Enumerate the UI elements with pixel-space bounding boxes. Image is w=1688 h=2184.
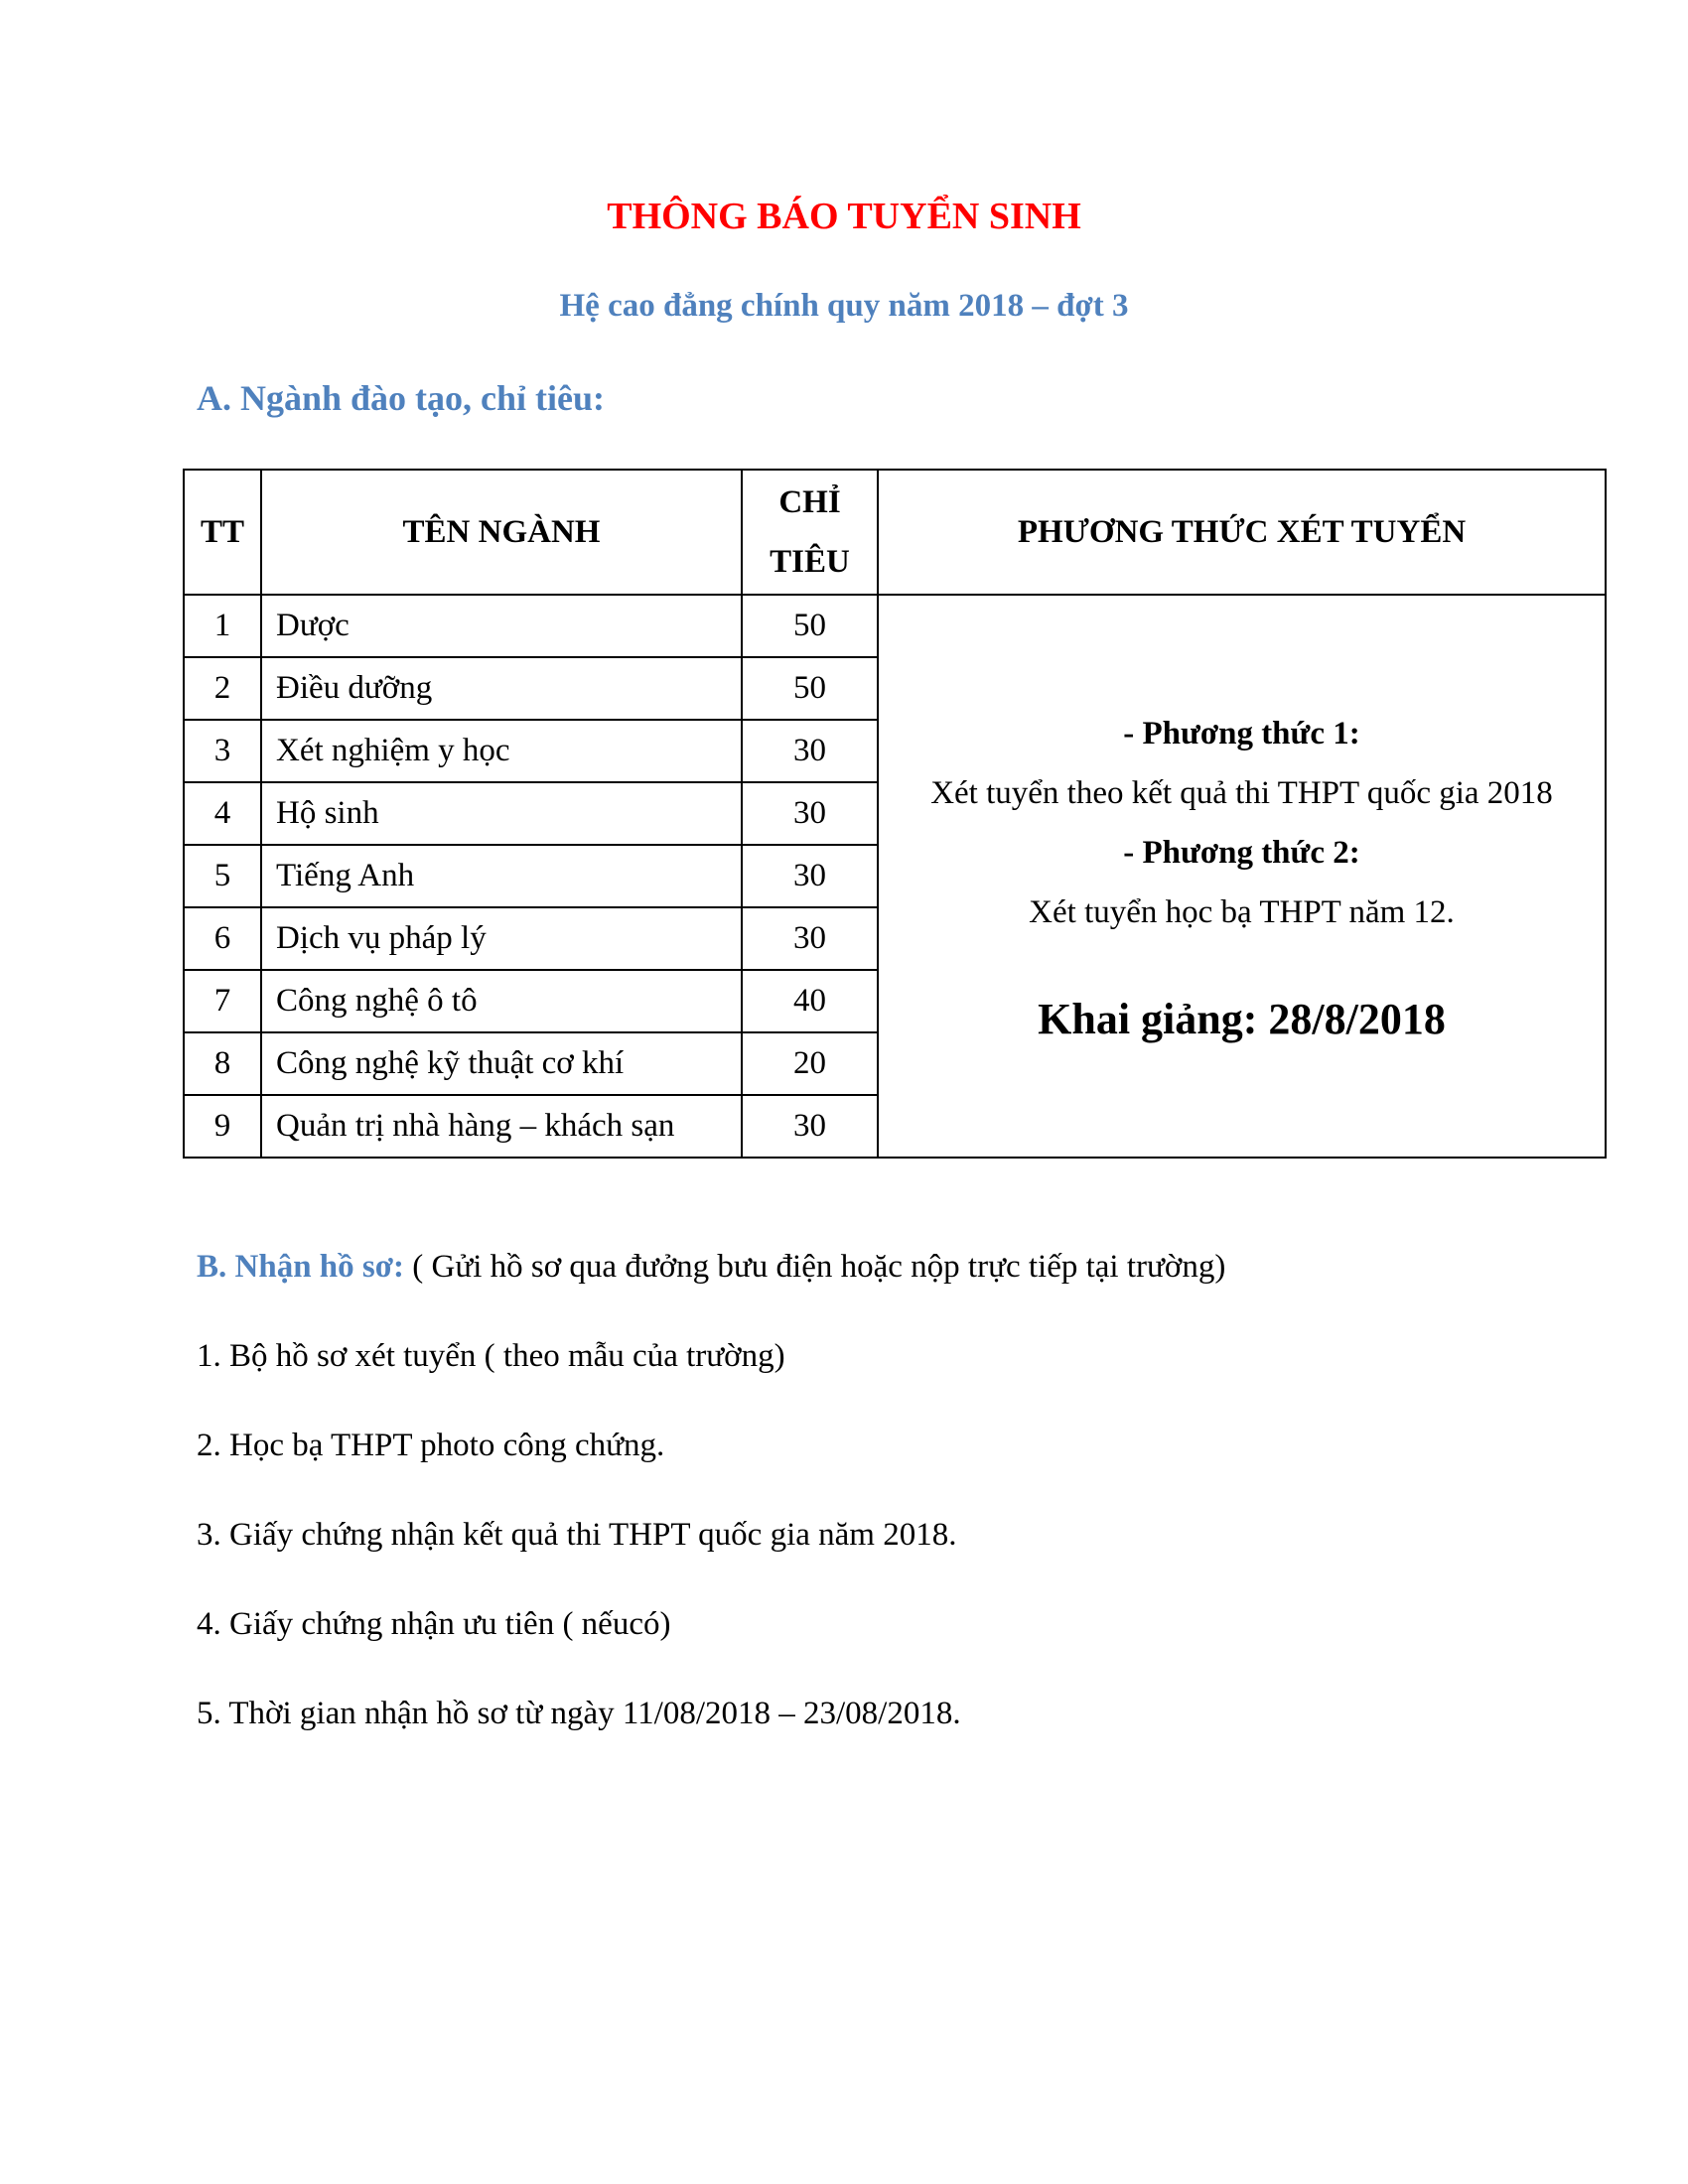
row-tt: 1 — [184, 595, 261, 657]
requirement-item: 4. Giấy chứng nhận ưu tiên ( nếucó) — [197, 1606, 671, 1642]
row-quota: 30 — [742, 845, 878, 907]
requirement-item: 2. Học bạ THPT photo công chứng. — [197, 1428, 665, 1463]
row-tt: 6 — [184, 907, 261, 970]
header-name: TÊN NGÀNH — [261, 470, 742, 595]
row-quota: 30 — [742, 720, 878, 782]
row-quota: 50 — [742, 595, 878, 657]
row-tt: 5 — [184, 845, 261, 907]
requirement-item: 5. Thời gian nhận hồ sơ từ ngày 11/08/2018 – 23/08/2018. — [197, 1696, 961, 1731]
row-name: Dịch vụ pháp lý — [261, 907, 742, 970]
table-row — [184, 595, 1606, 657]
method-1-text: Xét tuyển theo kết quả thi THPT quốc gia 2018 — [930, 774, 1553, 811]
row-quota: 30 — [742, 1095, 878, 1158]
row-tt: 2 — [184, 657, 261, 720]
row-tt: 9 — [184, 1095, 261, 1158]
section-b-note: ( Gửi hồ sơ qua đưởng bưu điện hoặc nộp trực tiếp tại trường) — [404, 1249, 1226, 1285]
row-tt: 7 — [184, 970, 261, 1032]
row-name: Công nghệ ô tô — [261, 970, 742, 1032]
requirement-item: 1. Bộ hồ sơ xét tuyển ( theo mẫu của trường) — [197, 1338, 785, 1374]
section-a-heading: A. Ngành đào tạo, chỉ tiêu: — [197, 378, 606, 418]
section-b-heading — [197, 1249, 1225, 1286]
row-name: Điều dưỡng — [261, 657, 742, 720]
requirement-item: 3. Giấy chứng nhận kết quả thi THPT quốc gia năm 2018. — [197, 1517, 957, 1553]
row-tt: 8 — [184, 1032, 261, 1095]
header-quota-line2: TIÊU — [770, 544, 850, 580]
row-quota: 30 — [742, 782, 878, 845]
row-name: Công nghệ kỹ thuật cơ khí — [261, 1032, 742, 1095]
row-tt: 4 — [184, 782, 261, 845]
table-header-row — [184, 470, 1606, 595]
header-quota — [742, 470, 878, 595]
method-1-label: - Phương thức 1: — [1123, 715, 1360, 751]
row-quota: 30 — [742, 907, 878, 970]
row-tt: 3 — [184, 720, 261, 782]
row-name: Quản trị nhà hàng – khách sạn — [261, 1095, 742, 1158]
header-quota-line1: CHỈ — [778, 484, 841, 520]
row-quota: 20 — [742, 1032, 878, 1095]
header-method: PHƯƠNG THỨC XÉT TUYỂN — [878, 470, 1606, 595]
row-name: Hộ sinh — [261, 782, 742, 845]
section-b-label: B. Nhận hồ sơ: — [197, 1249, 405, 1285]
programs-table — [183, 469, 1607, 1159]
row-name: Xét nghiệm y học — [261, 720, 742, 782]
row-name: Dược — [261, 595, 742, 657]
row-quota: 50 — [742, 657, 878, 720]
page-subtitle: Hệ cao đẳng chính quy năm 2018 – đợt 3 — [559, 288, 1129, 324]
row-name: Tiếng Anh — [261, 845, 742, 907]
row-quota: 40 — [742, 970, 878, 1032]
method-cell — [878, 595, 1606, 1158]
page-title: THÔNG BÁO TUYỂN SINH — [607, 196, 1081, 237]
header-tt: TT — [184, 470, 261, 595]
method-2-label: - Phương thức 2: — [1123, 834, 1360, 871]
method-2-text: Xét tuyển học bạ THPT năm 12. — [1029, 893, 1455, 930]
opening-date: Khai giảng: 28/8/2018 — [1038, 994, 1446, 1043]
